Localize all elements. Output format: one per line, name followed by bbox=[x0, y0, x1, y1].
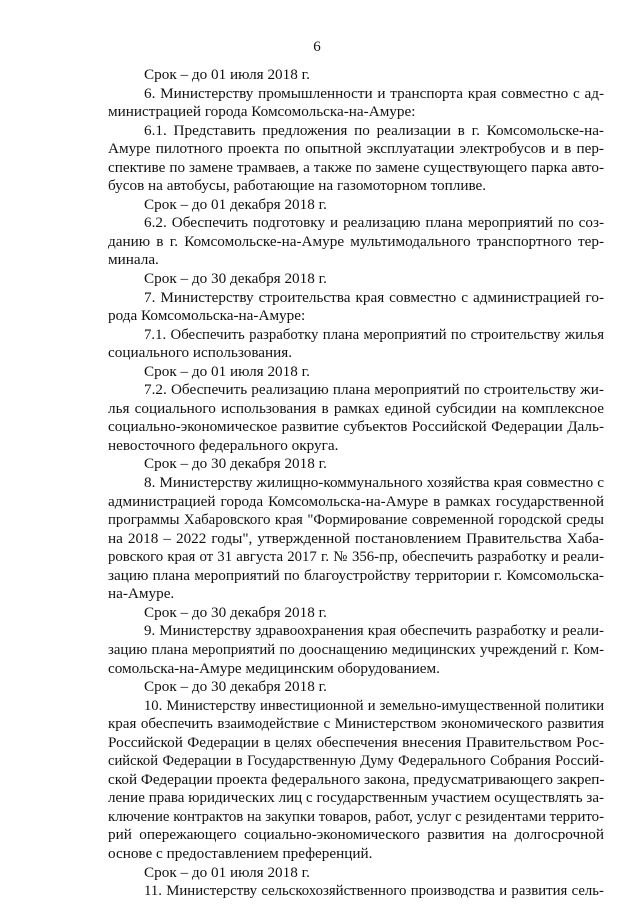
text-line: ровского края от 31 августа 2017 г. № 356-пр, обеспечить разработку и реали- bbox=[108, 549, 604, 566]
page-number: 6 bbox=[313, 39, 321, 55]
document-body bbox=[108, 66, 604, 901]
text-line: 9. Министерству здравоохранения края обеспечить разработку и реали- bbox=[144, 623, 604, 640]
text-line: сийской Федерации в Государственную Думу Федерального Собрания Россий- bbox=[108, 753, 604, 770]
text-line: края обеспечить взаимодействие с Министерством экономического развития bbox=[108, 716, 604, 733]
text-line: минала. bbox=[108, 251, 159, 269]
text-line: Срок – до 01 декабря 2018 г. bbox=[144, 195, 327, 213]
text-line: зацию плана мероприятий по дооснащению медицинских учреждений г. Ком- bbox=[108, 641, 604, 658]
text-line: 11. Министерству сельскохозяйственного производства и развития сель- bbox=[144, 883, 604, 900]
text-line: основе с предоставлением преференций. bbox=[108, 844, 373, 862]
text-line: 7.1. Обеспечить разработку плана мероприятий по строительству жилья bbox=[144, 326, 604, 343]
text-line: рий опережающего социально-экономического развития на долгосрочной bbox=[108, 826, 604, 844]
text-line: Срок – до 30 декабря 2018 г. bbox=[144, 678, 327, 696]
text-line: 6.1. Представить предложения по реализации в г. Комсомольске-на- bbox=[144, 121, 604, 139]
text-line: социально-экономическое развитие субъектов Российской Федерации Даль- bbox=[108, 418, 604, 436]
text-line: Срок – до 01 июля 2018 г. bbox=[144, 863, 310, 881]
text-line: 7. Министерству строительства края совместно с администрацией го- bbox=[144, 288, 604, 306]
text-line: 6. Министерству промышленности и транспорта края совместно с ад- bbox=[144, 84, 604, 102]
text-line: Российской Федерации в целях обеспечения внесения Правительством Рос- bbox=[108, 733, 604, 751]
text-line: сомольска-на-Амуре медицинским оборудованием. bbox=[108, 659, 440, 677]
text-line: 8. Министерству жилищно-коммунального хозяйства края совместно с bbox=[144, 474, 604, 492]
text-line: ключение контрактов на закупки товаров, работ, услуг с резидентами террито- bbox=[108, 808, 604, 825]
text-line: Срок – до 01 июля 2018 г. bbox=[144, 362, 310, 380]
text-line: ской Федерации проекта федерального закона, предусматривающего закреп- bbox=[108, 770, 605, 788]
text-line: данию в г. Комсомольске-на-Амуре мультимодального транспортного тер- bbox=[108, 232, 604, 250]
text-line: Срок – до 30 декабря 2018 г. bbox=[144, 455, 327, 473]
text-line: невосточного федерального округа. bbox=[108, 436, 339, 454]
text-line: министрацией города Комсомольска-на-Амуре: bbox=[108, 103, 416, 121]
text-line: 10. Министерству инвестиционной и земельно-имущественной политики bbox=[144, 697, 604, 714]
text-line: ление права юридических лиц с государственным участием осуществлять за- bbox=[108, 790, 604, 807]
text-line: социального использования. bbox=[108, 344, 293, 362]
text-line: Срок – до 30 декабря 2018 г. bbox=[144, 270, 327, 288]
text-line: на 2018 – 2022 годы", утвержденной постановлением Правительства Хаба- bbox=[108, 529, 604, 547]
text-line: лья социального использования в рамках единой субсидии на комплексное bbox=[108, 399, 604, 417]
text-line: администрацией города Комсомольска-на-Амуре в рамках государственной bbox=[108, 492, 604, 510]
text-line: спективе по замене трамваев, а также по замене существующего парка авто- bbox=[108, 158, 604, 176]
text-line: 7.2. Обеспечить реализацию плана мероприятий по строительству жи- bbox=[144, 381, 604, 399]
text-line: бусов на автобусы, работающие на газомоторном топливе. bbox=[108, 177, 487, 195]
text-line: на-Амуре. bbox=[108, 585, 175, 603]
text-line: программы Хабаровского края "Формирование современной городской среды bbox=[108, 512, 604, 529]
text-line: 6.2. Обеспечить подготовку и реализацию плана мероприятий по соз- bbox=[144, 214, 604, 232]
text-line: рода Комсомольска-на-Амуре: bbox=[108, 307, 306, 325]
text-line: Срок – до 01 июля 2018 г. bbox=[144, 66, 310, 83]
text-line: Амуре пилотного проекта по опытной эксплуатации электробусов и в пер- bbox=[108, 140, 604, 158]
text-line: зацию плана мероприятий по благоустройству территории г. Комсомольска- bbox=[108, 566, 604, 584]
text-line: Срок – до 30 декабря 2018 г. bbox=[144, 603, 327, 621]
